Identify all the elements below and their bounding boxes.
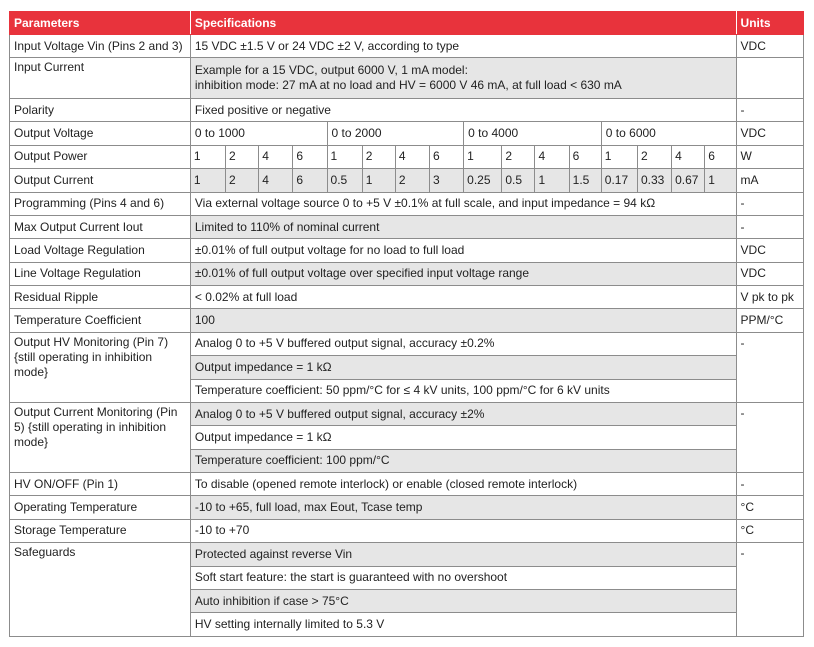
unit-hv-monitoring: - [736, 332, 803, 402]
output-power-value: 1 [601, 145, 637, 168]
output-power-value: 2 [226, 145, 259, 168]
param-operating-temp: Operating Temperature [10, 496, 191, 519]
unit-storage-temp: °C [736, 519, 803, 542]
output-current-value: 0.17 [601, 169, 637, 192]
param-storage-temp: Storage Temperature [10, 519, 191, 542]
spec-hv-monitoring-coefficient: Temperature coefficient: 50 ppm/°C for ≤ 4 kV units, 100 ppm/°C for 6 kV units [190, 379, 736, 402]
param-polarity: Polarity [10, 99, 191, 122]
output-power-value: 2 [637, 145, 671, 168]
header-parameters: Parameters [10, 12, 191, 35]
output-current-value: 4 [259, 169, 293, 192]
spec-input-current-line-2: inhibition mode: 27 mA at no load and HV = 6000 V 46 mA, at full load < 630 mA [194, 78, 622, 93]
param-input-voltage: Input Voltage Vin (Pins 2 and 3) [10, 35, 191, 58]
spec-current-monitoring-signal: Analog 0 to +5 V buffered output signal, accuracy ±2% [190, 402, 736, 425]
unit-output-power: W [736, 145, 803, 168]
output-current-value: 1.5 [569, 169, 601, 192]
spec-current-monitoring-coefficient: Temperature coefficient: 100 ppm/°C [190, 449, 736, 472]
unit-polarity: - [736, 99, 803, 122]
output-current-value: 1 [362, 169, 395, 192]
spec-operating-temp: -10 to +65, full load, max Eout, Tcase temp [190, 496, 736, 519]
output-voltage-range: 0 to 4000 [464, 122, 602, 145]
output-power-value: 4 [672, 145, 705, 168]
output-power-value: 2 [502, 145, 535, 168]
spec-temp-coefficient: 100 [190, 309, 736, 332]
output-power-value: 4 [535, 145, 569, 168]
output-current-value: 2 [226, 169, 259, 192]
output-power-value: 1 [190, 145, 225, 168]
output-current-value: 1 [705, 169, 736, 192]
row-residual-ripple [10, 286, 804, 309]
spec-programming: Via external voltage source 0 to +5 V ±0.1% at full scale, and input impedance = 94 kΩ [190, 192, 736, 215]
spec-safeguards-auto-inhibition: Auto inhibition if case > 75°C [190, 589, 736, 612]
spec-max-output-current: Limited to 110% of nominal current [190, 215, 736, 238]
output-power-value: 6 [293, 145, 327, 168]
spec-safeguards-soft-start: Soft start feature: the start is guaranteed with no overshoot [190, 566, 736, 589]
unit-max-output-current: - [736, 215, 803, 238]
param-line-regulation: Line Voltage Regulation [10, 262, 191, 285]
row-operating-temp [10, 496, 804, 519]
header-specifications: Specifications [190, 12, 736, 35]
output-current-value: 0.5 [502, 169, 535, 192]
output-power-value: 6 [430, 145, 464, 168]
param-temp-coefficient: Temperature Coefficient [10, 309, 191, 332]
header-units: Units [736, 12, 803, 35]
unit-safeguards: - [736, 543, 803, 637]
row-output-voltage [10, 122, 804, 145]
spec-current-monitoring-impedance: Output impedance = 1 kΩ [190, 426, 736, 449]
param-load-regulation: Load Voltage Regulation [10, 239, 191, 262]
param-residual-ripple: Residual Ripple [10, 286, 191, 309]
unit-operating-temp: °C [736, 496, 803, 519]
row-temp-coefficient [10, 309, 804, 332]
unit-input-current [736, 58, 803, 99]
unit-input-voltage: VDC [736, 35, 803, 58]
spec-input-voltage: 15 VDC ±1.5 V or 24 VDC ±2 V, according to type [190, 35, 736, 58]
param-hv-onoff: HV ON/OFF (Pin 1) [10, 473, 191, 496]
specifications-table [9, 11, 804, 637]
unit-programming: - [736, 192, 803, 215]
output-current-value: 1 [190, 169, 225, 192]
output-power-value: 4 [259, 145, 293, 168]
output-current-value: 0.33 [637, 169, 671, 192]
output-power-value: 6 [705, 145, 736, 168]
row-safeguards [10, 543, 804, 566]
output-power-value: 1 [464, 145, 502, 168]
spec-hv-onoff: To disable (opened remote interlock) or enable (closed remote interlock) [190, 473, 736, 496]
output-power-value: 2 [362, 145, 395, 168]
output-voltage-range: 0 to 6000 [601, 122, 736, 145]
output-voltage-range: 0 to 2000 [327, 122, 464, 145]
param-output-current: Output Current [10, 169, 191, 192]
row-hv-monitoring [10, 332, 804, 355]
unit-temp-coefficient: PPM/°C [736, 309, 803, 332]
row-output-power [10, 145, 804, 168]
row-storage-temp [10, 519, 804, 542]
row-output-current [10, 169, 804, 192]
output-power-value: 6 [569, 145, 601, 168]
param-safeguards: Safeguards [10, 543, 191, 637]
spec-hv-monitoring-impedance: Output impedance = 1 kΩ [190, 356, 736, 379]
output-current-value: 1 [535, 169, 569, 192]
output-current-value: 0.25 [464, 169, 502, 192]
spec-hv-monitoring-signal: Analog 0 to +5 V buffered output signal, accuracy ±0.2% [190, 332, 736, 355]
unit-hv-onoff: - [736, 473, 803, 496]
output-power-value: 4 [395, 145, 429, 168]
spec-safeguards-reverse-vin: Protected against reverse Vin [190, 543, 736, 566]
row-input-voltage [10, 35, 804, 58]
unit-line-regulation: VDC [736, 262, 803, 285]
row-load-regulation [10, 239, 804, 262]
header-row [10, 12, 804, 35]
output-current-value: 6 [293, 169, 327, 192]
output-current-value: 0.67 [672, 169, 705, 192]
row-programming [10, 192, 804, 215]
spec-safeguards-hv-setting: HV setting internally limited to 5.3 V [190, 613, 736, 637]
param-programming: Programming (Pins 4 and 6) [10, 192, 191, 215]
unit-residual-ripple: V pk to pk [736, 286, 803, 309]
spec-residual-ripple: < 0.02% at full load [190, 286, 736, 309]
spec-load-regulation: ±0.01% of full output voltage for no load to full load [190, 239, 736, 262]
row-line-regulation [10, 262, 804, 285]
row-input-current [10, 58, 804, 99]
output-current-value: 0.5 [327, 169, 362, 192]
row-max-output-current [10, 215, 804, 238]
param-current-monitoring: Output Current Monitoring (Pin 5) {still operating in inhibition mode} [10, 402, 191, 472]
spec-input-current [190, 58, 736, 99]
spec-input-current-line-1: Example for a 15 VDC, output 6000 V, 1 mA model: [194, 63, 468, 78]
output-current-value: 2 [395, 169, 429, 192]
spec-polarity: Fixed positive or negative [190, 99, 736, 122]
output-power-value: 1 [327, 145, 362, 168]
unit-output-voltage: VDC [736, 122, 803, 145]
unit-output-current: mA [736, 169, 803, 192]
spec-line-regulation: ±0.01% of full output voltage over specified input voltage range [190, 262, 736, 285]
spec-storage-temp: -10 to +70 [190, 519, 736, 542]
unit-load-regulation: VDC [736, 239, 803, 262]
param-input-current: Input Current [10, 58, 191, 99]
row-polarity [10, 99, 804, 122]
param-hv-monitoring: Output HV Monitoring (Pin 7) {still operating in inhibition mode} [10, 332, 191, 402]
row-current-monitoring [10, 402, 804, 425]
param-max-output-current: Max Output Current Iout [10, 215, 191, 238]
unit-current-monitoring: - [736, 402, 803, 472]
output-voltage-range: 0 to 1000 [190, 122, 327, 145]
output-current-value: 3 [430, 169, 464, 192]
param-output-voltage: Output Voltage [10, 122, 191, 145]
row-hv-onoff [10, 473, 804, 496]
param-output-power: Output Power [10, 145, 191, 168]
